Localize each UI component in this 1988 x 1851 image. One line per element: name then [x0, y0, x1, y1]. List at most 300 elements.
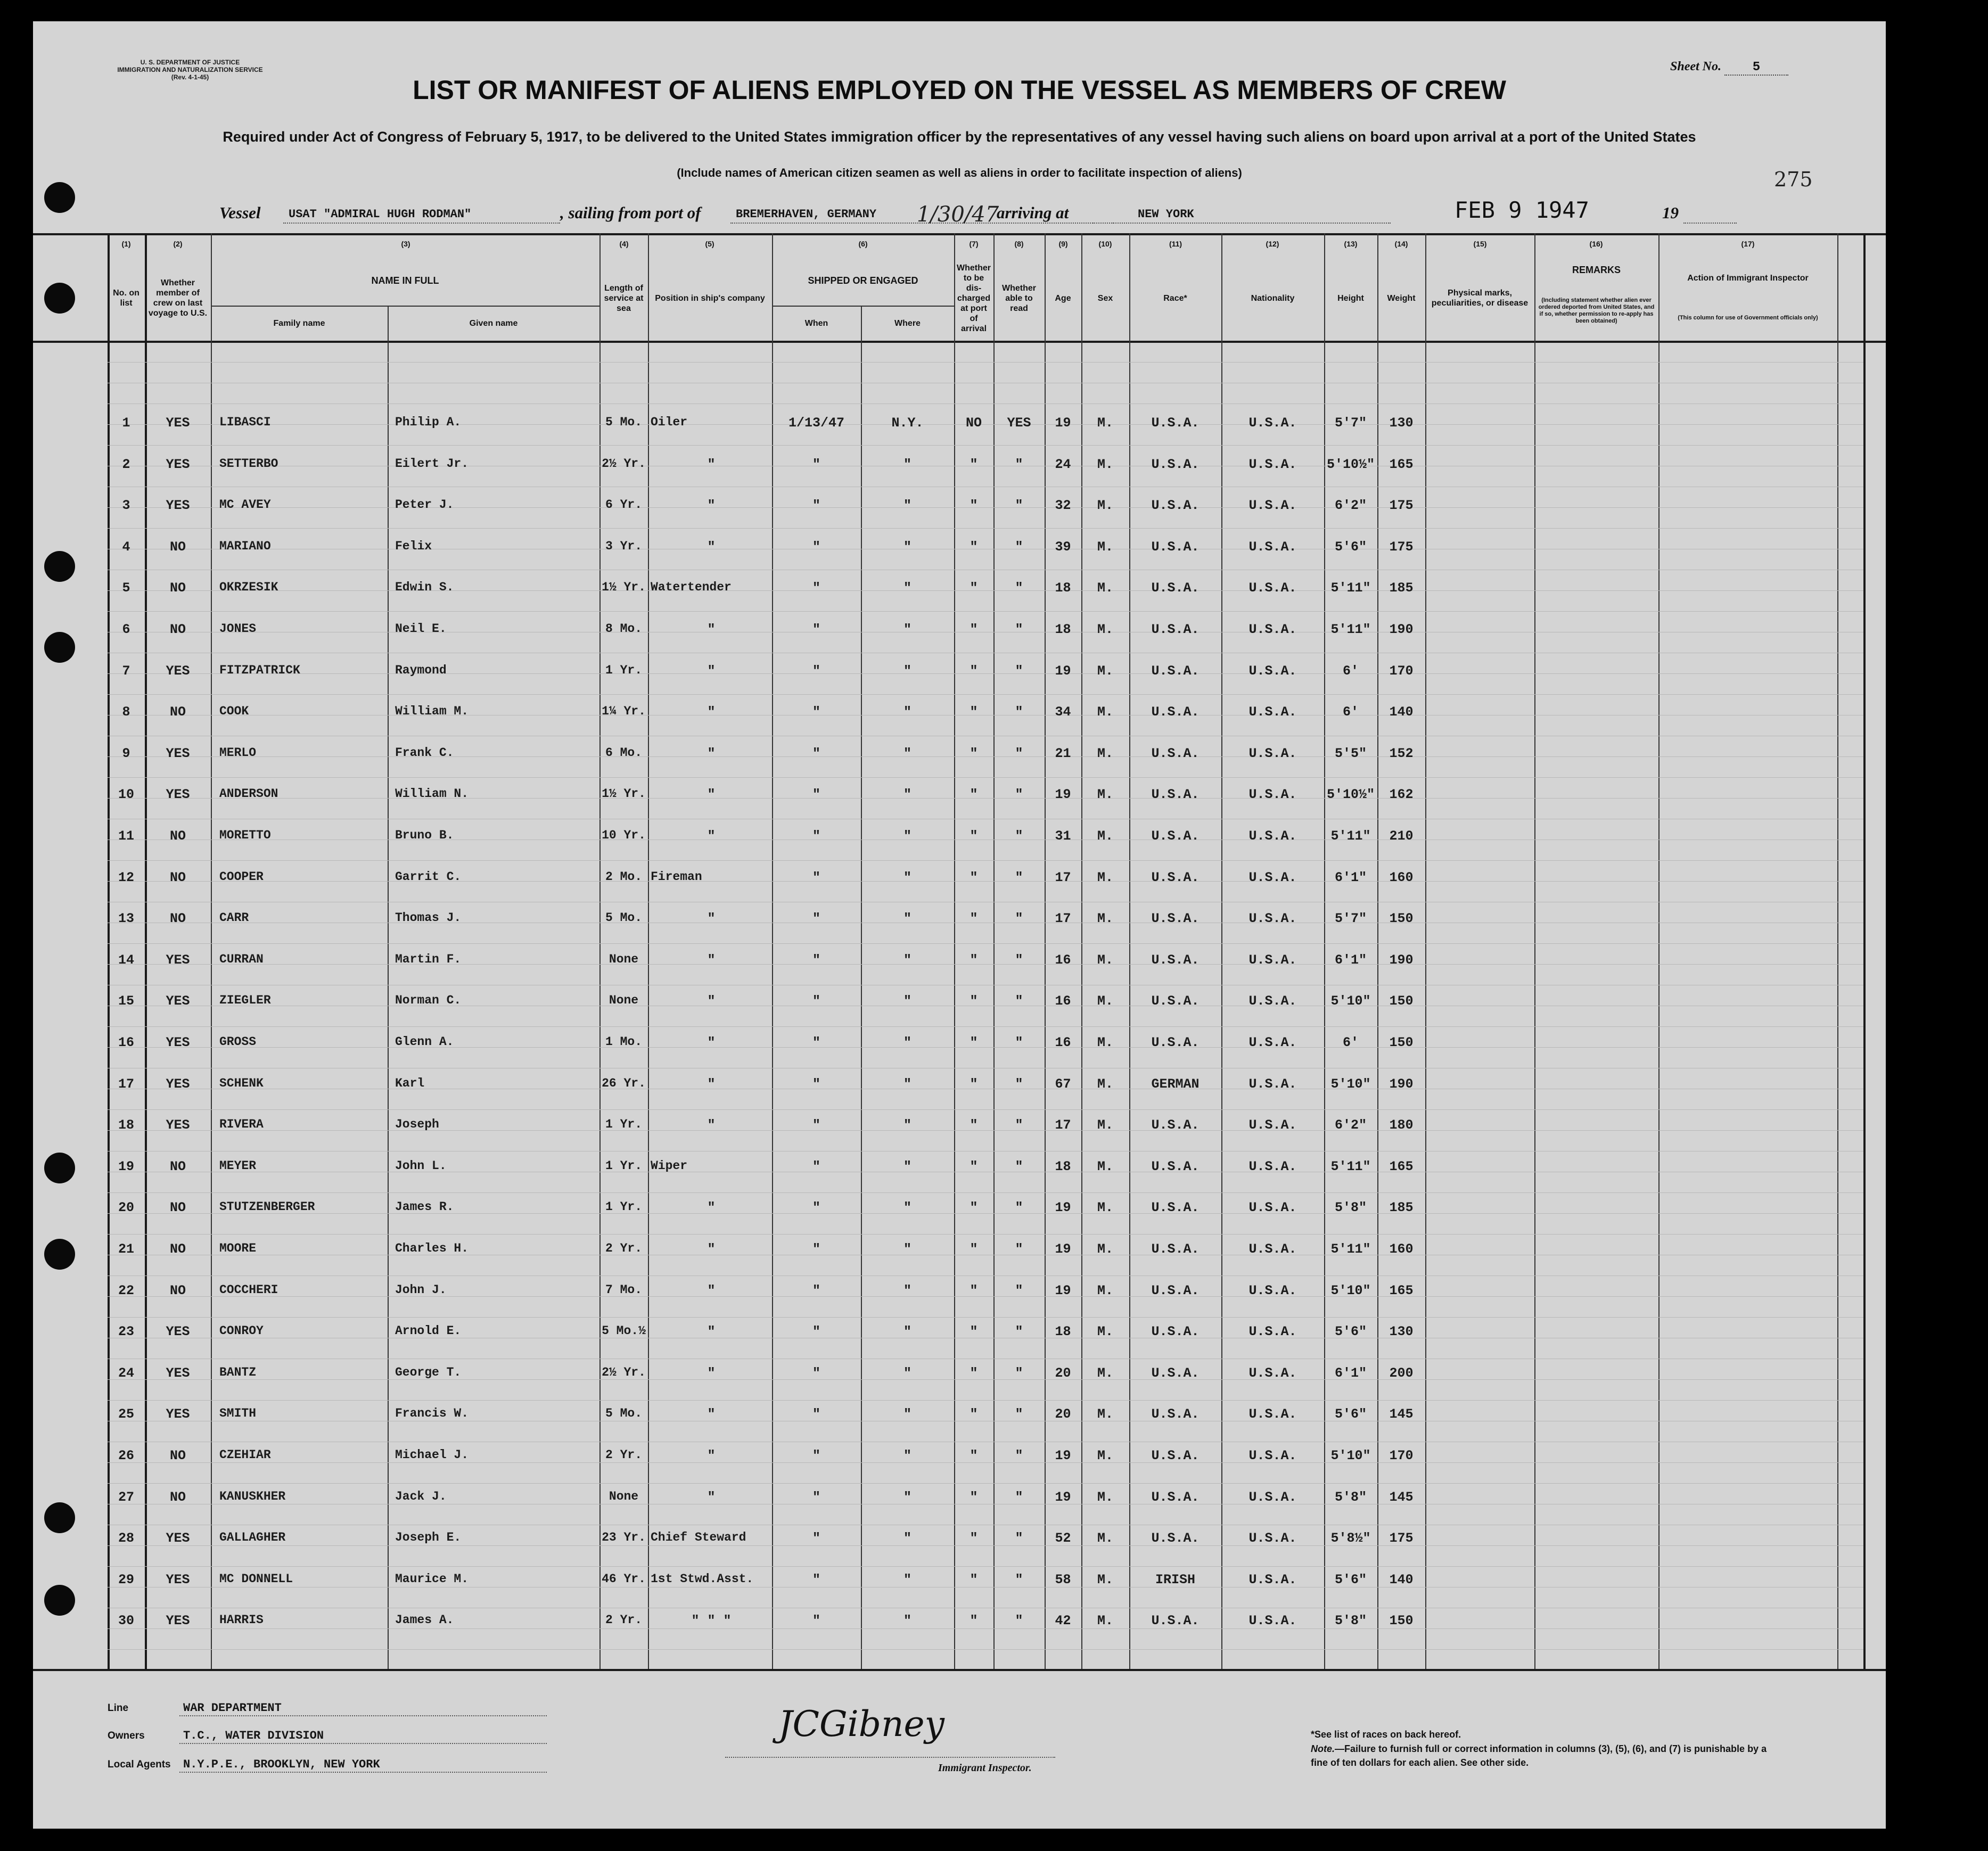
cell-when: " [812, 1406, 820, 1422]
cell-family: ANDERSON [219, 787, 278, 801]
cell-nat: U.S.A. [1248, 1572, 1297, 1587]
cell-family: MOORE [219, 1241, 257, 1255]
ruled-line [108, 1109, 1863, 1110]
ruled-line [108, 1026, 1863, 1027]
cell-given: Joseph E. [395, 1531, 462, 1544]
cell-length: 6 Yr. [605, 498, 642, 512]
cell-sex: M. [1097, 911, 1113, 926]
cell-length: 1 Yr. [605, 1159, 642, 1173]
cell-read: " [1015, 1159, 1023, 1174]
cell-read: " [1015, 952, 1023, 968]
cell-sex: M. [1097, 1200, 1113, 1215]
header-where: Where [894, 318, 921, 328]
cell-last: YES [166, 415, 190, 431]
agents-label: Local Agents [108, 1759, 171, 1770]
cell-weight: 190 [1389, 1076, 1414, 1092]
cell-disch: " [970, 1241, 978, 1257]
cell-position: " [707, 952, 716, 968]
cell-race: U.S.A. [1151, 622, 1200, 637]
cell-disch: " [970, 787, 978, 802]
cell-height: 6'1" [1334, 1365, 1367, 1381]
cell-position: " [707, 663, 716, 679]
cell-height: 6'2" [1334, 498, 1367, 513]
cell-last: YES [166, 1613, 190, 1628]
cell-race: U.S.A. [1151, 457, 1200, 472]
arrival-underline [1092, 223, 1391, 224]
ruled-line [108, 362, 1863, 363]
cell-position: " [707, 622, 716, 637]
handwritten-date: 1/30/47 [917, 202, 999, 227]
cell-given: Neil E. [395, 622, 447, 636]
punch-hole [44, 182, 75, 213]
cell-given: Jack J. [395, 1490, 447, 1503]
cell-age: 20 [1055, 1406, 1071, 1422]
cell-age: 19 [1055, 1200, 1071, 1215]
header-remarks-note: (Including statement whether alien ever ordered deported from United States, and if so, whether permission to re-apply has been obtained) [1538, 297, 1655, 324]
cell-nat: U.S.A. [1248, 1035, 1297, 1050]
cell-sex: M. [1097, 580, 1113, 596]
cell-family: GALLAGHER [219, 1531, 286, 1544]
header-family-name: Family name [273, 318, 325, 328]
cell-weight: 175 [1389, 1531, 1414, 1546]
cell-read: " [1015, 1283, 1023, 1298]
cell-family: RIVERA [219, 1117, 264, 1131]
agents-underline [179, 1772, 547, 1773]
cell-where: " [903, 1159, 911, 1174]
cell-family: COOPER [219, 870, 264, 884]
cell-read: " [1015, 1613, 1023, 1628]
cell-length: 1½ Yr. [602, 787, 646, 801]
cell-height: 6'1" [1334, 870, 1367, 885]
cell-nat: U.S.A. [1248, 787, 1297, 802]
cell-race: U.S.A. [1151, 663, 1200, 679]
cell-length: None [609, 952, 639, 966]
cell-when: " [812, 1200, 820, 1215]
cell-where: " [903, 1117, 911, 1133]
header-given-name: Given name [469, 318, 518, 328]
cell-no: 27 [118, 1490, 134, 1505]
cell-sex: M. [1097, 870, 1113, 885]
cell-height: 6'1" [1334, 952, 1367, 968]
cell-age: 19 [1055, 787, 1071, 802]
cell-age: 16 [1055, 993, 1071, 1009]
arrival-date-stamp: FEB 9 1947 [1455, 197, 1589, 223]
cell-no: 12 [118, 870, 134, 885]
cell-height: 5'11" [1330, 622, 1371, 637]
cell-height: 6' [1342, 704, 1359, 720]
ruled-line [108, 1317, 1863, 1318]
cell-family: CONROY [219, 1324, 264, 1338]
cell-given: Glenn A. [395, 1035, 454, 1049]
cell-last: YES [166, 663, 190, 679]
cell-last: NO [169, 870, 186, 885]
column-number: (12) [1266, 240, 1279, 248]
cell-position: " [707, 1283, 716, 1298]
cell-read: " [1015, 663, 1023, 679]
column-number: (13) [1344, 240, 1358, 248]
ruled-line [108, 1192, 1863, 1193]
cell-last: YES [166, 1531, 190, 1546]
header-remarks: REMARKS [1572, 265, 1621, 275]
cell-nat: U.S.A. [1248, 1406, 1297, 1422]
cell-nat: U.S.A. [1248, 415, 1297, 431]
column-number: (14) [1394, 240, 1408, 248]
cell-sex: M. [1097, 498, 1113, 513]
column-number: (7) [969, 240, 979, 248]
cell-age: 31 [1055, 828, 1071, 844]
cell-height: 5'8" [1334, 1613, 1367, 1628]
cell-nat: U.S.A. [1248, 622, 1297, 637]
cell-weight: 130 [1389, 1324, 1414, 1339]
sailing-port: BREMERHAVEN, GERMANY [736, 208, 877, 221]
cell-when: " [812, 911, 820, 926]
cell-no: 2 [122, 457, 130, 472]
cell-age: 17 [1055, 1117, 1071, 1133]
cell-age: 16 [1055, 1035, 1071, 1050]
cell-read: " [1015, 1035, 1023, 1050]
cell-family: COCCHERI [219, 1283, 278, 1297]
cell-race: U.S.A. [1151, 1406, 1200, 1422]
ruled-line [108, 1628, 1863, 1629]
cell-sex: M. [1097, 993, 1113, 1009]
punch-hole [44, 1153, 75, 1183]
column-number: (1) [121, 240, 131, 248]
cell-disch: " [970, 1159, 978, 1174]
cell-when: " [812, 1283, 820, 1298]
cell-disch: " [970, 993, 978, 1009]
cell-age: 18 [1055, 1324, 1071, 1339]
cell-age: 42 [1055, 1613, 1071, 1628]
cell-family: MC AVEY [219, 498, 271, 512]
cell-family: CURRAN [219, 952, 264, 966]
cell-disch: " [970, 1365, 978, 1381]
cell-when: " [812, 870, 820, 885]
page-title: LIST OR MANIFEST OF ALIENS EMPLOYED ON THE VESSEL AS MEMBERS OF CREW [413, 75, 1506, 105]
ruled-line [108, 943, 1863, 944]
cell-when: " [812, 1365, 820, 1381]
ruled-line [108, 860, 1863, 861]
cell-length: 2 Yr. [605, 1241, 642, 1255]
cell-when: " [812, 498, 820, 513]
cell-height: 5'10" [1330, 1448, 1371, 1463]
header-nationality: Nationality [1251, 293, 1295, 303]
column-divider [388, 306, 389, 1669]
cell-no: 30 [118, 1613, 134, 1628]
cell-weight: 185 [1389, 580, 1414, 596]
cell-read: " [1015, 1241, 1023, 1257]
cell-read: " [1015, 580, 1023, 596]
cell-last: NO [169, 1200, 186, 1215]
cell-weight: 165 [1389, 457, 1414, 472]
cell-read: " [1015, 457, 1023, 472]
cell-weight: 185 [1389, 1200, 1414, 1215]
cell-no: 25 [118, 1406, 134, 1422]
cell-length: None [609, 993, 639, 1007]
cell-age: 19 [1055, 1448, 1071, 1463]
punch-hole [44, 1502, 75, 1533]
table-bottom-border [33, 1669, 1886, 1671]
sheet-number: 5 [1724, 60, 1788, 76]
cell-position: " [707, 911, 716, 926]
cell-last: NO [169, 622, 186, 637]
cell-no: 18 [118, 1117, 134, 1133]
cell-position: " [707, 1448, 716, 1463]
cell-nat: U.S.A. [1248, 1490, 1297, 1505]
cell-sex: M. [1097, 1241, 1113, 1257]
cell-last: YES [166, 1117, 190, 1133]
cell-no: 13 [118, 911, 134, 926]
cell-family: OKRZESIK [219, 580, 278, 594]
cell-sex: M. [1097, 1531, 1113, 1546]
cell-nat: U.S.A. [1248, 746, 1297, 761]
cell-given: Frank C. [395, 746, 454, 760]
cell-disch: " [970, 1613, 978, 1628]
cell-read: " [1015, 1406, 1023, 1422]
sailing-label: , sailing from port of [560, 203, 701, 222]
cell-family: MORETTO [219, 828, 271, 842]
cell-read: " [1015, 911, 1023, 926]
cell-last: NO [169, 704, 186, 720]
cell-race: U.S.A. [1151, 993, 1200, 1009]
cell-length: 2 Yr. [605, 1448, 642, 1462]
ruled-line [108, 694, 1863, 695]
cell-age: 20 [1055, 1365, 1071, 1381]
table-top-border [33, 233, 1886, 235]
cell-position: Oiler [651, 415, 688, 429]
cell-race: U.S.A. [1151, 415, 1200, 431]
cell-family: MARIANO [219, 539, 271, 553]
ruled-line [108, 1566, 1863, 1567]
cell-length: 46 Yr. [602, 1572, 646, 1586]
manifest-sheet [33, 21, 1886, 1829]
cell-where: " [903, 1324, 911, 1339]
cell-no: 10 [118, 787, 134, 802]
cell-when: " [812, 580, 820, 596]
cell-weight: 165 [1389, 1159, 1414, 1174]
cell-no: 8 [122, 704, 130, 720]
cell-position: Fireman [651, 870, 702, 884]
cell-disch: " [970, 952, 978, 968]
cell-race: U.S.A. [1151, 1159, 1200, 1174]
cell-race: U.S.A. [1151, 828, 1200, 844]
cell-read: " [1015, 746, 1023, 761]
punch-hole [44, 551, 75, 582]
cell-read: " [1015, 1324, 1023, 1339]
cell-where: " [903, 1406, 911, 1422]
cell-length: 1 Yr. [605, 1117, 642, 1131]
cell-age: 17 [1055, 870, 1071, 885]
header-name-in-full: NAME IN FULL [371, 275, 439, 286]
cell-no: 23 [118, 1324, 134, 1339]
cell-when: 1/13/47 [788, 415, 845, 431]
cell-disch: " [970, 1490, 978, 1505]
cell-position: " [707, 498, 716, 513]
ruled-line [108, 528, 1863, 529]
cell-last: YES [166, 1572, 190, 1587]
cell-height: 5'10" [1330, 993, 1371, 1009]
cell-given: George T. [395, 1365, 462, 1379]
cell-last: YES [166, 1076, 190, 1092]
column-number: (10) [1098, 240, 1112, 248]
cell-height: 5'11" [1330, 1241, 1371, 1257]
cell-nat: U.S.A. [1248, 1117, 1297, 1133]
cell-race: U.S.A. [1151, 746, 1200, 761]
column-number: (6) [858, 240, 868, 248]
cell-last: NO [169, 911, 186, 926]
cell-given: James A. [395, 1613, 454, 1627]
cell-no: 15 [118, 993, 134, 1009]
cell-nat: U.S.A. [1248, 870, 1297, 885]
cell-position: " [707, 1490, 716, 1505]
cell-when: " [812, 539, 820, 555]
ruled-line [108, 1483, 1863, 1484]
cell-family: SMITH [219, 1406, 257, 1420]
cell-where: " [903, 663, 911, 679]
cell-no: 26 [118, 1448, 134, 1463]
cell-nat: U.S.A. [1248, 1613, 1297, 1628]
cell-last: NO [169, 1159, 186, 1174]
cell-sex: M. [1097, 415, 1113, 431]
page-subtitle: Required under Act of Congress of February 5, 1917, to be delivered to the United States immigration officer by the representatives of any vessel having such aliens on board upon arrival at a port of the United States [223, 129, 1696, 145]
column-number: (15) [1473, 240, 1487, 248]
cell-nat: U.S.A. [1248, 1200, 1297, 1215]
cell-when: " [812, 1117, 820, 1133]
cell-read: " [1015, 1531, 1023, 1546]
cell-given: Joseph [395, 1117, 439, 1131]
cell-disch: " [970, 870, 978, 885]
cell-no: 14 [118, 952, 134, 968]
cell-disch: " [970, 1572, 978, 1587]
cell-family: COOK [219, 704, 249, 718]
cell-nat: U.S.A. [1248, 952, 1297, 968]
race-note: *See list of races on back hereof. [1311, 1729, 1461, 1740]
cell-where: " [903, 1283, 911, 1298]
year-label: 19 [1662, 203, 1679, 222]
cell-given: Francis W. [395, 1406, 469, 1420]
cell-disch: " [970, 539, 978, 555]
cell-race: U.S.A. [1151, 787, 1200, 802]
cell-family: KANUSKHER [219, 1490, 286, 1503]
cell-when: " [812, 1159, 820, 1174]
cell-race: U.S.A. [1151, 1490, 1200, 1505]
cell-race: U.S.A. [1151, 1283, 1200, 1298]
cell-age: 67 [1055, 1076, 1071, 1092]
cell-weight: 160 [1389, 1241, 1414, 1257]
cell-position: " [707, 1076, 716, 1092]
cell-no: 21 [118, 1241, 134, 1257]
cell-race: U.S.A. [1151, 1531, 1200, 1546]
cell-length: 1¼ Yr. [602, 704, 646, 718]
cell-disch: " [970, 704, 978, 720]
header-physical-marks: Physical marks, peculiarities, or disease [1431, 289, 1529, 308]
cell-family: FITZPATRICK [219, 663, 300, 677]
cell-age: 18 [1055, 622, 1071, 637]
cell-sex: M. [1097, 1365, 1113, 1381]
cell-length: 23 Yr. [602, 1531, 646, 1544]
punch-hole [44, 1585, 75, 1616]
punch-hole [44, 632, 75, 663]
column-divider [1658, 233, 1660, 1669]
cell-when: " [812, 828, 820, 844]
cell-no: 6 [122, 622, 130, 637]
cell-family: STUTZENBERGER [219, 1200, 315, 1214]
cell-nat: U.S.A. [1248, 1076, 1297, 1092]
cell-position: " [707, 993, 716, 1009]
cell-disch: " [970, 1117, 978, 1133]
cell-disch: " [970, 1448, 978, 1463]
note-text: —Failure to furnish full or correct information in columns (3), (5), (6), and (7) is punishable by a fine of ten dollars for each alien. See other side. [1311, 1743, 1767, 1768]
cell-no: 3 [122, 498, 130, 513]
column-number: (8) [1014, 240, 1024, 248]
cell-height: 5'11" [1330, 828, 1371, 844]
column-divider [211, 233, 212, 1669]
cell-when: " [812, 1035, 820, 1050]
cell-sex: M. [1097, 622, 1113, 637]
cell-no: 24 [118, 1365, 134, 1381]
agents-value: N.Y.P.E., BROOKLYN, NEW YORK [183, 1758, 380, 1771]
cell-nat: U.S.A. [1248, 1283, 1297, 1298]
cell-last: NO [169, 1448, 186, 1463]
cell-where: " [903, 1200, 911, 1215]
cell-height: 5'10" [1330, 1283, 1371, 1298]
sheet-label [1670, 60, 1788, 76]
cell-family: GROSS [219, 1035, 257, 1049]
cell-position: " [707, 1117, 716, 1133]
cell-where: " [903, 1572, 911, 1587]
cell-sex: M. [1097, 787, 1113, 802]
cell-age: 16 [1055, 952, 1071, 968]
cell-disch: " [970, 746, 978, 761]
cell-sex: M. [1097, 1324, 1113, 1339]
cell-where: " [903, 1490, 911, 1505]
cell-position: Wiper [651, 1159, 688, 1173]
cell-given: Arnold E. [395, 1324, 462, 1338]
cell-length: 5 Mo.½ [602, 1324, 646, 1338]
cell-age: 19 [1055, 663, 1071, 679]
cell-position: 1st Stwd.Asst. [651, 1572, 754, 1586]
cell-given: John J. [395, 1283, 447, 1297]
cell-weight: 130 [1389, 415, 1414, 431]
cell-disch: NO [965, 415, 982, 431]
cell-given: Norman C. [395, 993, 462, 1007]
column-divider [1863, 233, 1866, 1669]
sheet-label-text: Sheet No. [1670, 60, 1721, 73]
owners-value: T.C., WATER DIVISION [183, 1729, 324, 1742]
cell-weight: 210 [1389, 828, 1414, 844]
cell-age: 17 [1055, 911, 1071, 926]
cell-weight: 160 [1389, 870, 1414, 885]
cell-sex: M. [1097, 1283, 1113, 1298]
cell-height: 5'8½" [1330, 1531, 1371, 1546]
cell-race: U.S.A. [1151, 1200, 1200, 1215]
cell-given: Charles H. [395, 1241, 469, 1255]
cell-no: 11 [118, 828, 134, 844]
cell-height: 5'8" [1334, 1200, 1367, 1215]
cell-when: " [812, 1241, 820, 1257]
column-number: (11) [1169, 240, 1182, 248]
cell-family: SCHENK [219, 1076, 264, 1090]
cell-read: " [1015, 539, 1023, 555]
cell-sex: M. [1097, 952, 1113, 968]
column-number: (9) [1058, 240, 1068, 248]
cell-read: " [1015, 1365, 1023, 1381]
cell-position: " [707, 704, 716, 720]
arriving-label: arriving at [997, 203, 1069, 222]
cell-where: " [903, 622, 911, 637]
cell-length: 2½ Yr. [602, 1365, 646, 1379]
header-when: When [804, 318, 828, 328]
header-weight: Weight [1387, 293, 1416, 303]
